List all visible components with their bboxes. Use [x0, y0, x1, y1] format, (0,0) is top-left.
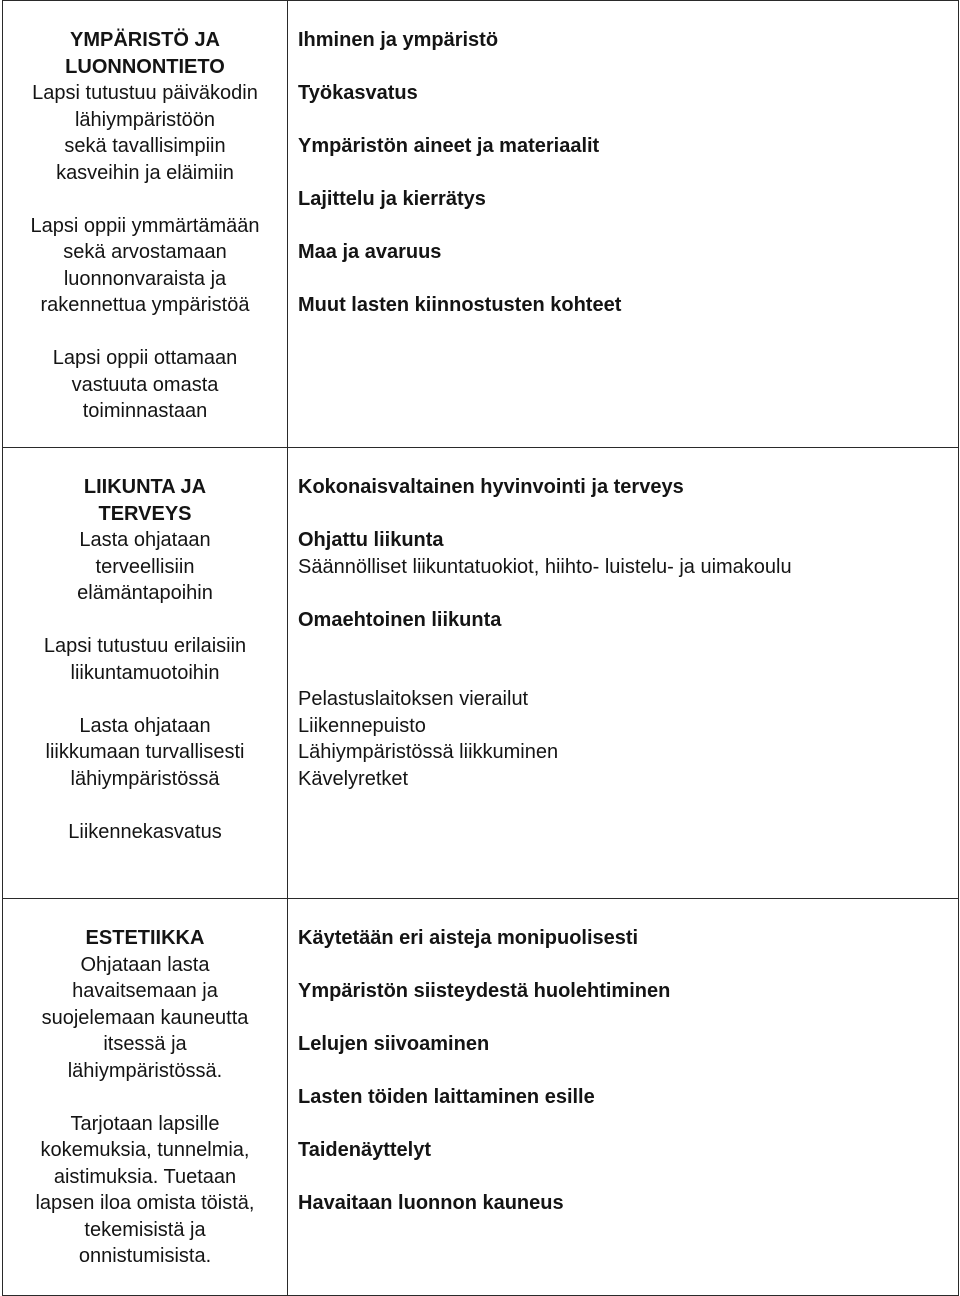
section-goals-cell: [3, 448, 288, 899]
section-physical-health: [3, 448, 959, 899]
content-item: Omaehtoinen liikunta: [298, 608, 502, 631]
section-content-cell: [288, 899, 959, 1296]
goal-paragraph: Liikennekasvatus: [68, 820, 222, 843]
content-item: Lasten töiden laittaminen esille: [298, 1086, 595, 1108]
content-detail: Säännölliset liikuntatuokiot, hiihto- luistelu- ja uimakoulu: [298, 555, 792, 578]
content-item: Maa ja avaruus: [298, 241, 442, 263]
content-item: Lelujen siivoaminen: [298, 1033, 490, 1055]
content-group: [298, 527, 948, 580]
content-item: Liikennepuisto: [298, 714, 426, 737]
goal-paragraph: Lasta ohjataan terveellisiin elämäntapoihin: [77, 529, 213, 604]
content-item: Ihminen ja ympäristö: [298, 29, 499, 51]
section-aesthetics: [3, 899, 959, 1296]
content-item: Käytetään eri aisteja monipuolisesti: [298, 927, 639, 949]
section-goals-cell: [3, 899, 288, 1296]
section-content-cell: [288, 448, 959, 899]
content-item: Muut lasten kiinnostusten kohteet: [298, 294, 622, 316]
section-heading: LIIKUNTA JA TERVEYS: [83, 476, 207, 525]
goal-paragraph: Ohjataan lasta havaitsemaan ja suojelemaan kauneutta itsessä ja lähiympäristössä.: [41, 953, 249, 1082]
goal-paragraph: Lapsi tutustuu päiväkodin lähiympäristöön sekä tavallisimpiin kasveihin ja eläimiin: [32, 82, 258, 184]
content-item: Kokonaisvaltainen hyvinvointi ja terveys: [298, 476, 684, 498]
content-item: Ympäristön siisteydestä huolehtiminen: [298, 980, 671, 1002]
content-item: Pelastuslaitoksen vierailut: [298, 688, 529, 710]
content-item: Työkasvatus: [298, 82, 418, 104]
section-environment: [3, 1, 959, 448]
content-list: [298, 686, 948, 792]
content-item: Lajittelu ja kierrätys: [298, 188, 486, 210]
section-heading: YMPÄRISTÖ JA LUONNONTIETO: [65, 29, 225, 78]
content-item: Taidenäyttelyt: [298, 1139, 431, 1161]
section-heading: ESTETIIKKA: [85, 927, 205, 949]
section-content-cell: [288, 1, 959, 448]
content-item: Kävelyretket: [298, 767, 409, 790]
content-item: Ohjattu liikunta: [298, 529, 444, 551]
goal-paragraph: Tarjotaan lapsille kokemuksia, tunnelmia, aistimuksia. Tuetaan lapsen iloa omista töistä, tekemisistä ja onnistumisista.: [35, 1112, 255, 1267]
goal-paragraph: Lapsi oppii ymmärtämään sekä arvostamaan luonnonvaraista ja rakennettua ympäristöä: [30, 214, 260, 316]
curriculum-table: [2, 0, 959, 1296]
content-item: Lähiympäristössä liikkuminen: [298, 741, 559, 763]
section-goals-cell: [3, 1, 288, 448]
content-item: Ympäristön aineet ja materiaalit: [298, 135, 600, 157]
goal-paragraph: Lapsi tutustuu erilaisiin liikuntamuotoihin: [43, 635, 247, 684]
goal-paragraph: Lasta ohjataan liikkumaan turvallisesti lähiympäristössä: [45, 714, 245, 790]
goal-paragraph: Lapsi oppii ottamaan vastuuta omasta toiminnastaan: [52, 347, 238, 422]
content-item: Havaitaan luonnon kauneus: [298, 1192, 564, 1214]
